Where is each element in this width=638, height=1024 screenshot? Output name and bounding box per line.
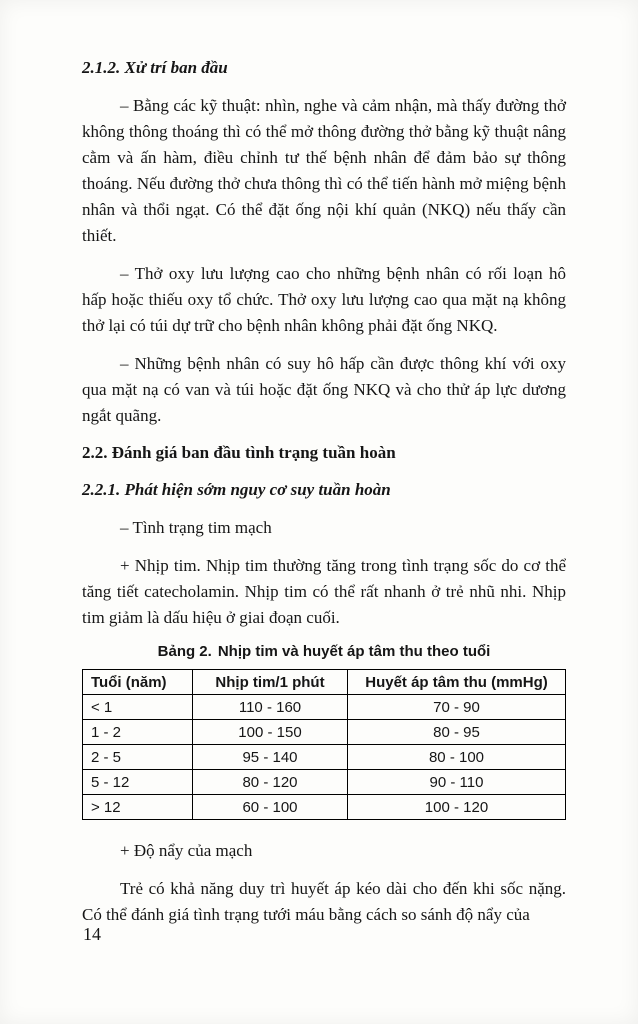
page-content (82, 56, 566, 940)
table-cell-age: > 12 (83, 795, 193, 820)
table-row (83, 695, 566, 720)
table-cell-age: 1 - 2 (83, 720, 193, 745)
table-header-age: Tuổi (năm) (83, 670, 193, 695)
paragraph-airway: – Bằng các kỹ thuật: nhìn, nghe và cảm nhận, mà thấy đường thở không thông thoáng thì có thể mở thông đường thở bằng kỹ thuật nâng cằm và ấn hàm, điều chỉnh tư thế bệnh nhân để đảm bảo sự thông thoáng. Nếu đường thở chưa thông thì có thể tiến hành mở miệng bệnh nhân và thổi ngạt. Có thể đặt ống nội khí quản (NKQ) nếu thấy cần thiết. (82, 96, 566, 245)
paragraph-oxygen: – Thở oxy lưu lượng cao cho những bệnh nhân có rối loạn hô hấp hoặc thiếu oxy tổ chức. Thở oxy lưu lượng cao qua mặt nạ không thở lại có túi dự trữ cho bệnh nhân không phải đặt ống NKQ. (82, 264, 566, 335)
table-caption (82, 643, 566, 660)
heading-2-2: 2.2. Đánh giá ban đầu tình trạng tuần hoàn (82, 443, 396, 462)
table-cell-heart-rate: 60 - 100 (193, 795, 348, 820)
table-cell-systolic-bp: 100 - 120 (348, 795, 566, 820)
table-cell-heart-rate: 100 - 150 (193, 720, 348, 745)
table-row (83, 770, 566, 795)
paragraph-perfusion: Trẻ có khả năng duy trì huyết áp kéo dài cho đến khi sốc nặng. Có thể đánh giá tình trạng tưới máu bằng cách so sánh độ nẩy của (82, 879, 566, 924)
table-header-systolic-bp: Huyết áp tâm thu (mmHg) (348, 670, 566, 695)
table-row (83, 795, 566, 820)
list-item-pulse-volume: + Độ nẩy của mạch (120, 841, 253, 860)
table-cell-systolic-bp: 80 - 100 (348, 745, 566, 770)
vitals-table (82, 669, 566, 820)
page-number: 14 (83, 924, 101, 944)
table-cell-systolic-bp: 80 - 95 (348, 720, 566, 745)
table-cell-age: < 1 (83, 695, 193, 720)
table-header-row (83, 670, 566, 695)
table-cell-age: 2 - 5 (83, 745, 193, 770)
table-row (83, 720, 566, 745)
paragraph-heart-rate: + Nhịp tim. Nhịp tim thường tăng trong tình trạng sốc do cơ thể tăng tiết catecholamin. Nhịp tim có thể rất nhanh ở trẻ nhũ nhi. Nhịp tim giảm là dấu hiệu ở giai đoạn cuối. (82, 556, 566, 627)
heading-2-2-1: 2.2.1. Phát hiện sớm nguy cơ suy tuần hoàn (82, 480, 391, 499)
paragraph-ventilation: – Những bệnh nhân có suy hô hấp cần được thông khí với oxy qua mặt nạ có van và túi hoặc đặt ống NKQ và cho thử áp lực dương ngắt quãng. (82, 354, 566, 425)
table-caption-label: Bảng 2. (157, 643, 212, 660)
table-caption-text: Nhịp tim và huyết áp tâm thu theo tuổi (217, 643, 491, 660)
table-cell-heart-rate: 95 - 140 (193, 745, 348, 770)
table-cell-heart-rate: 110 - 160 (193, 695, 348, 720)
table-cell-systolic-bp: 90 - 110 (348, 770, 566, 795)
list-item-cardiac-status: – Tình trạng tim mạch (120, 518, 272, 537)
table-header-heart-rate: Nhịp tim/1 phút (193, 670, 348, 695)
table-cell-heart-rate: 80 - 120 (193, 770, 348, 795)
table-cell-age: 5 - 12 (83, 770, 193, 795)
table-cell-systolic-bp: 70 - 90 (348, 695, 566, 720)
heading-2-1-2: 2.1.2. Xử trí ban đầu (82, 58, 228, 77)
table-row (83, 745, 566, 770)
